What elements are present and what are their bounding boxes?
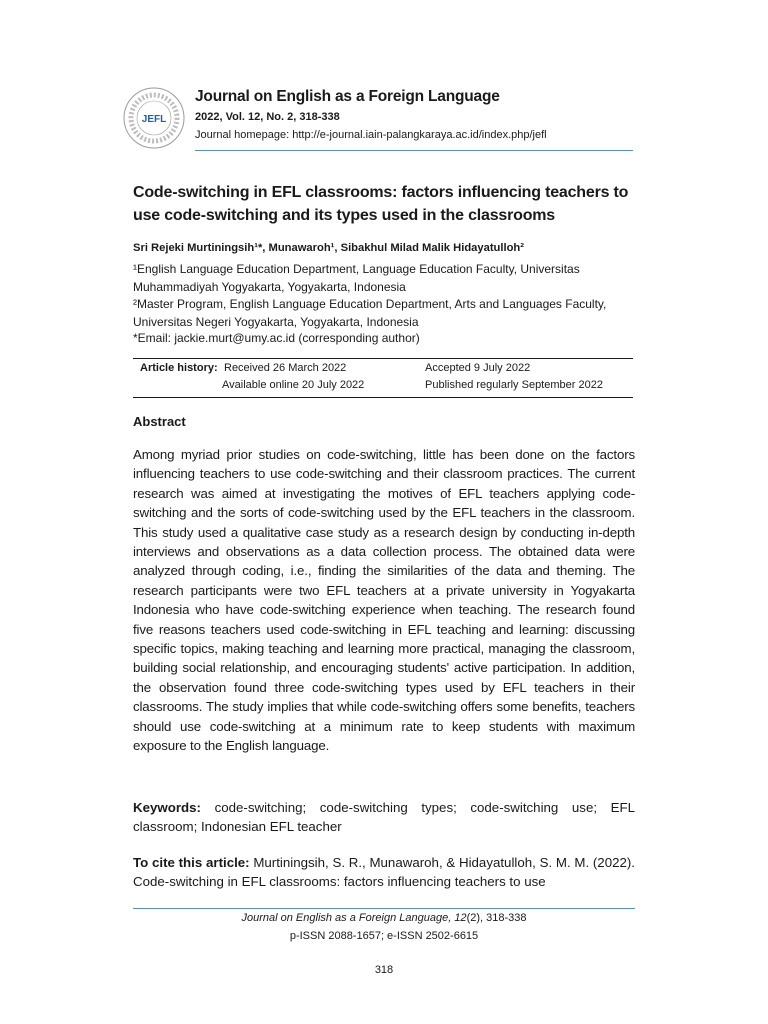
history-accepted: Accepted 9 July 2022	[425, 362, 531, 374]
paper-title-line2: use code-switching and its types used in the classrooms	[133, 207, 556, 224]
citation-label: To cite this article:	[133, 855, 250, 870]
citation-text: Murtiningsih, S. R., Munawaroh, & Hidayatulloh, S. M. M. (2022). Code-switching in EFL classrooms: factors influencing teachers to use	[133, 855, 635, 890]
history-published: Published regularly September 2022	[425, 379, 603, 391]
footer-journal-italic: Journal on English as a Foreign Language, 12	[241, 912, 467, 924]
history-top-rule	[133, 358, 633, 359]
citation	[133, 853, 635, 892]
journal-homepage: Journal homepage: http://e-journal.iain-palangkaraya.ac.id/index.php/jefl	[195, 129, 547, 141]
history-bottom-rule	[133, 397, 633, 398]
footer-journal	[133, 912, 635, 924]
abstract-heading: Abstract	[133, 414, 186, 429]
footer-issn: p-ISSN 2088-1657; e-ISSN 2502-6615	[289, 930, 479, 942]
page-number: 318	[374, 964, 394, 976]
footer-issue: (2), 318-338	[466, 912, 527, 924]
paper-title-line1: Code-switching in EFL classrooms: factors influencing teachers to	[133, 184, 629, 201]
affiliation-2: ²Master Program, English Language Education Department, Arts and Languages Faculty, Universitas Negeri Yogyakarta, Yogyakarta, Indonesia	[133, 297, 607, 329]
keywords-label: Keywords:	[133, 800, 201, 815]
abstract-text: Among myriad prior studies on code-switching, little has been done on the factors influencing teachers to use code-switching and their classroom practices. The current research was aimed at investigating the motives of EFL teachers applying code-switching and the sorts of code-switching used by the EFL teachers in the classroom. This study used a qualitative case study as a research design by conducting in-depth interviews and observations as a data collection process. The obtained data were analyzed through coding, i.e., finding the similarities of the data and theming. The research participants were two EFL teachers at a private university in Yogyakarta Indonesia who have code-switching experience when teaching. The research found five reasons teachers used code-switching in EFL teaching and learning: discussing specific topics, making teaching and learning more practical, managing the classroom, building social relationship, and encouraging students' active participation. In addition, the observation found three code-switching types used by EFL teachers in their classrooms. The study implies that while code-switching offers some benefits, teachers should use code-switching at a minimum rate to keep students with maximum exposure to the English language.	[133, 447, 635, 754]
jefl-logo	[122, 86, 186, 150]
header-divider	[195, 150, 633, 151]
footer-divider	[133, 908, 635, 909]
logo-text: JEFL	[141, 114, 167, 125]
author-list: Sri Rejeki Murtiningsih¹*, Munawaroh¹, Sibakhul Milad Malik Hidayatulloh²	[133, 242, 524, 254]
history-available-online: Available online 20 July 2022	[222, 379, 365, 391]
keywords-text: code-switching; code-switching types; code-switching use; EFL classroom; Indonesian EFL teacher	[133, 800, 635, 835]
paper-title	[133, 181, 643, 227]
keywords	[133, 798, 635, 837]
affiliation-1: ¹English Language Education Department, Language Education Faculty, Universitas Muhammadiyah Yogyakarta, Yogyakarta, Indonesia	[133, 262, 580, 294]
corresponding-email: *Email: jackie.murt@umy.ac.id (corresponding author)	[133, 331, 420, 345]
history-label: Article history:	[140, 362, 218, 374]
journal-title: Journal on English as a Foreign Language	[195, 88, 500, 105]
journal-volume: 2022, Vol. 12, No. 2, 318-338	[195, 111, 340, 123]
history-received: Received 26 March 2022	[224, 362, 347, 374]
